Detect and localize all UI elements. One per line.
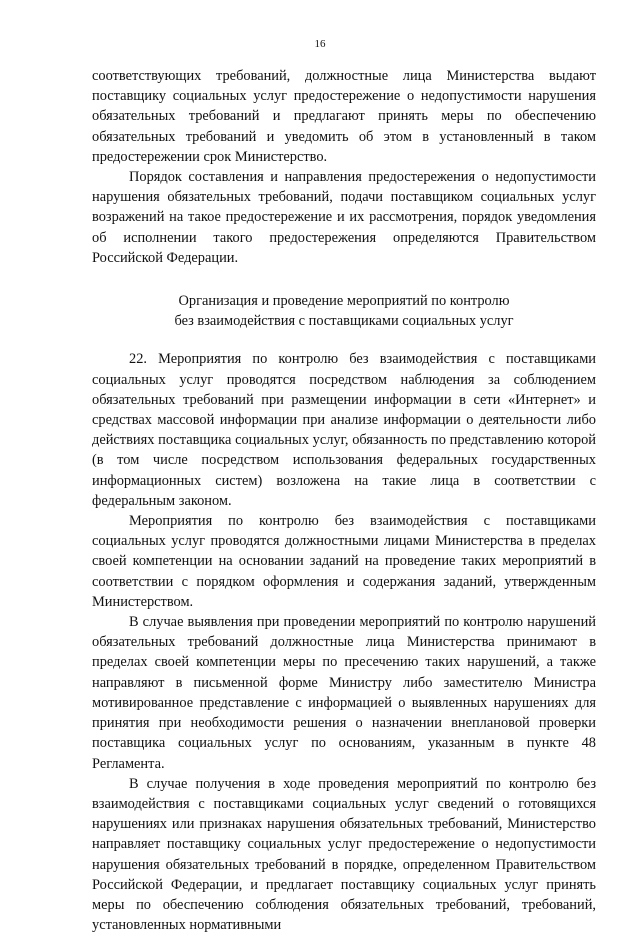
section-heading-line-2: без взаимодействия с поставщиками социальных услуг <box>174 313 514 330</box>
section-heading <box>92 291 596 331</box>
paragraph-item-22: 22. Мероприятия по контролю без взаимодействия с поставщиками социальных услуг проводятся посредством наблюдения за соблюдением обязательных требований при размещении информации в сети «Интернет» и средствах массовой информации при анализе информации о деятельности либо действиях поставщика социальных услуг, обязанность по представлению которой (в том числе посредством использования федеральных государственных информационных систем) возложена на такие лица в соответствии с федеральным законом. <box>92 351 596 509</box>
paragraph-warning-procedure: Порядок составления и направления предостережения о недопустимости нарушения обязательных требований, подачи поставщиком социальных услуг возражений на такое предостережение и их рассмотрения, порядок уведомления об исполнении такого предостережения определяются Правительством Российской Федерации. <box>92 169 596 266</box>
paragraph-control-officials: Мероприятия по контролю без взаимодействия с поставщиками социальных услуг проводятся должностными лицами Министерства в пределах своей компетенции на основании заданий на проведение таких мероприятий в соответствии с порядком оформления и содержания заданий, утвержденным Министерством. <box>92 513 596 610</box>
page-body <box>92 66 596 935</box>
paragraph-continuation: соответствующих требований, должностные лица Министерства выдают поставщику социальных услуг предостережение о недопустимости нарушения обязательных требований и предлагают принять меры по обеспечению обязательных требований и уведомить об этом в установленный в таком предостережении срок Министерство. <box>92 68 596 165</box>
paragraph-warning-sent: В случае получения в ходе проведения мероприятий по контролю без взаимодействия с поставщиками социальных услуг сведений о готовящихся нарушениях или признаках нарушения обязательных требований, Министерство направляет поставщику социальных услуг предостережение о недопустимости нарушения обязательных требований в порядке, определенном Правительством Российской Федерации, и предлагает поставщику социальных услуг принять меры по обеспечению соблюдения обязательных требований, требований, установленных нормативными <box>92 775 596 934</box>
section-heading-line-1: Организация и проведение мероприятий по контролю <box>178 293 510 310</box>
page-number: 16 <box>314 38 326 50</box>
paragraph-violations-detected: В случае выявления при проведении мероприятий по контролю нарушений обязательных требований должностные лица Министерства принимают в пределах своей компетенции меры по пресечению таких нарушений, а также направляют в письменной форме Министру либо заместителю Министра мотивированное представление с информацией о выявленных нарушениях для принятия при необходимости решения о назначении внеплановой проверки поставщика социальных услуг по основаниям, указанным в пункте 48 Регламента. <box>92 614 596 772</box>
